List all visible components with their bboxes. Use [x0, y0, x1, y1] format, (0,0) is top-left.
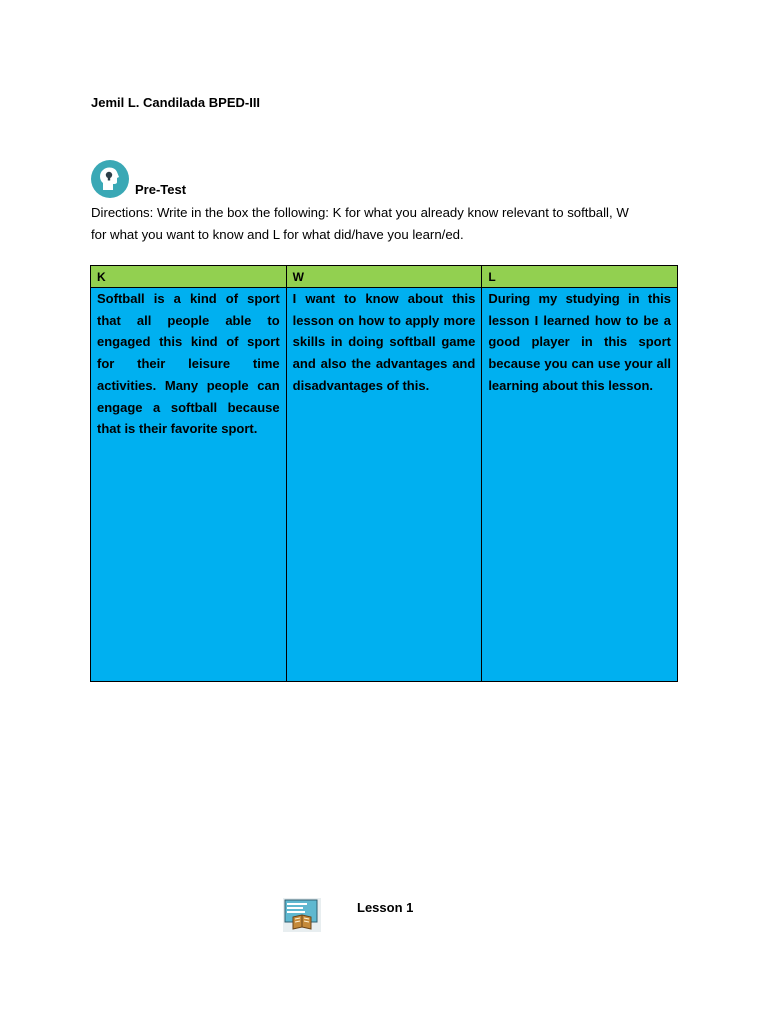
- directions: [91, 202, 691, 246]
- kwl-table: [90, 265, 678, 682]
- kwl-header-k: K: [91, 266, 287, 288]
- kwl-content-row: [91, 288, 678, 682]
- kwl-cell-know: Softball is a kind of sport that all people able to engaged this kind of sport for their leisure time activities. Many people can engage a softball because that is their favorite sport.: [91, 288, 287, 682]
- kwl-header-l: L: [482, 266, 678, 288]
- directions-line-1: Directions: Write in the box the following: K for what you already know relevant to softball, W: [91, 205, 629, 220]
- lesson-title: Lesson 1: [357, 900, 414, 915]
- kwl-cell-want: I want to know about this lesson on how to apply more skills in doing softball game and also the advantages and disadvantages of this.: [286, 288, 482, 682]
- book-board-icon: [282, 897, 322, 933]
- kwl-header-row: [91, 266, 678, 288]
- author-line: Jemil L. Candilada BPED-III: [91, 95, 261, 110]
- directions-line-2: for what you want to know and L for what did/have you learn/ed.: [91, 227, 464, 242]
- kwl-cell-learned: During my studying in this lesson I learned how to be a good player in this sport because you can use your all learning about this lesson.: [482, 288, 678, 682]
- kwl-header-w: W: [286, 266, 482, 288]
- pretest-title: Pre-Test: [135, 182, 187, 197]
- head-lightbulb-icon: [90, 159, 130, 199]
